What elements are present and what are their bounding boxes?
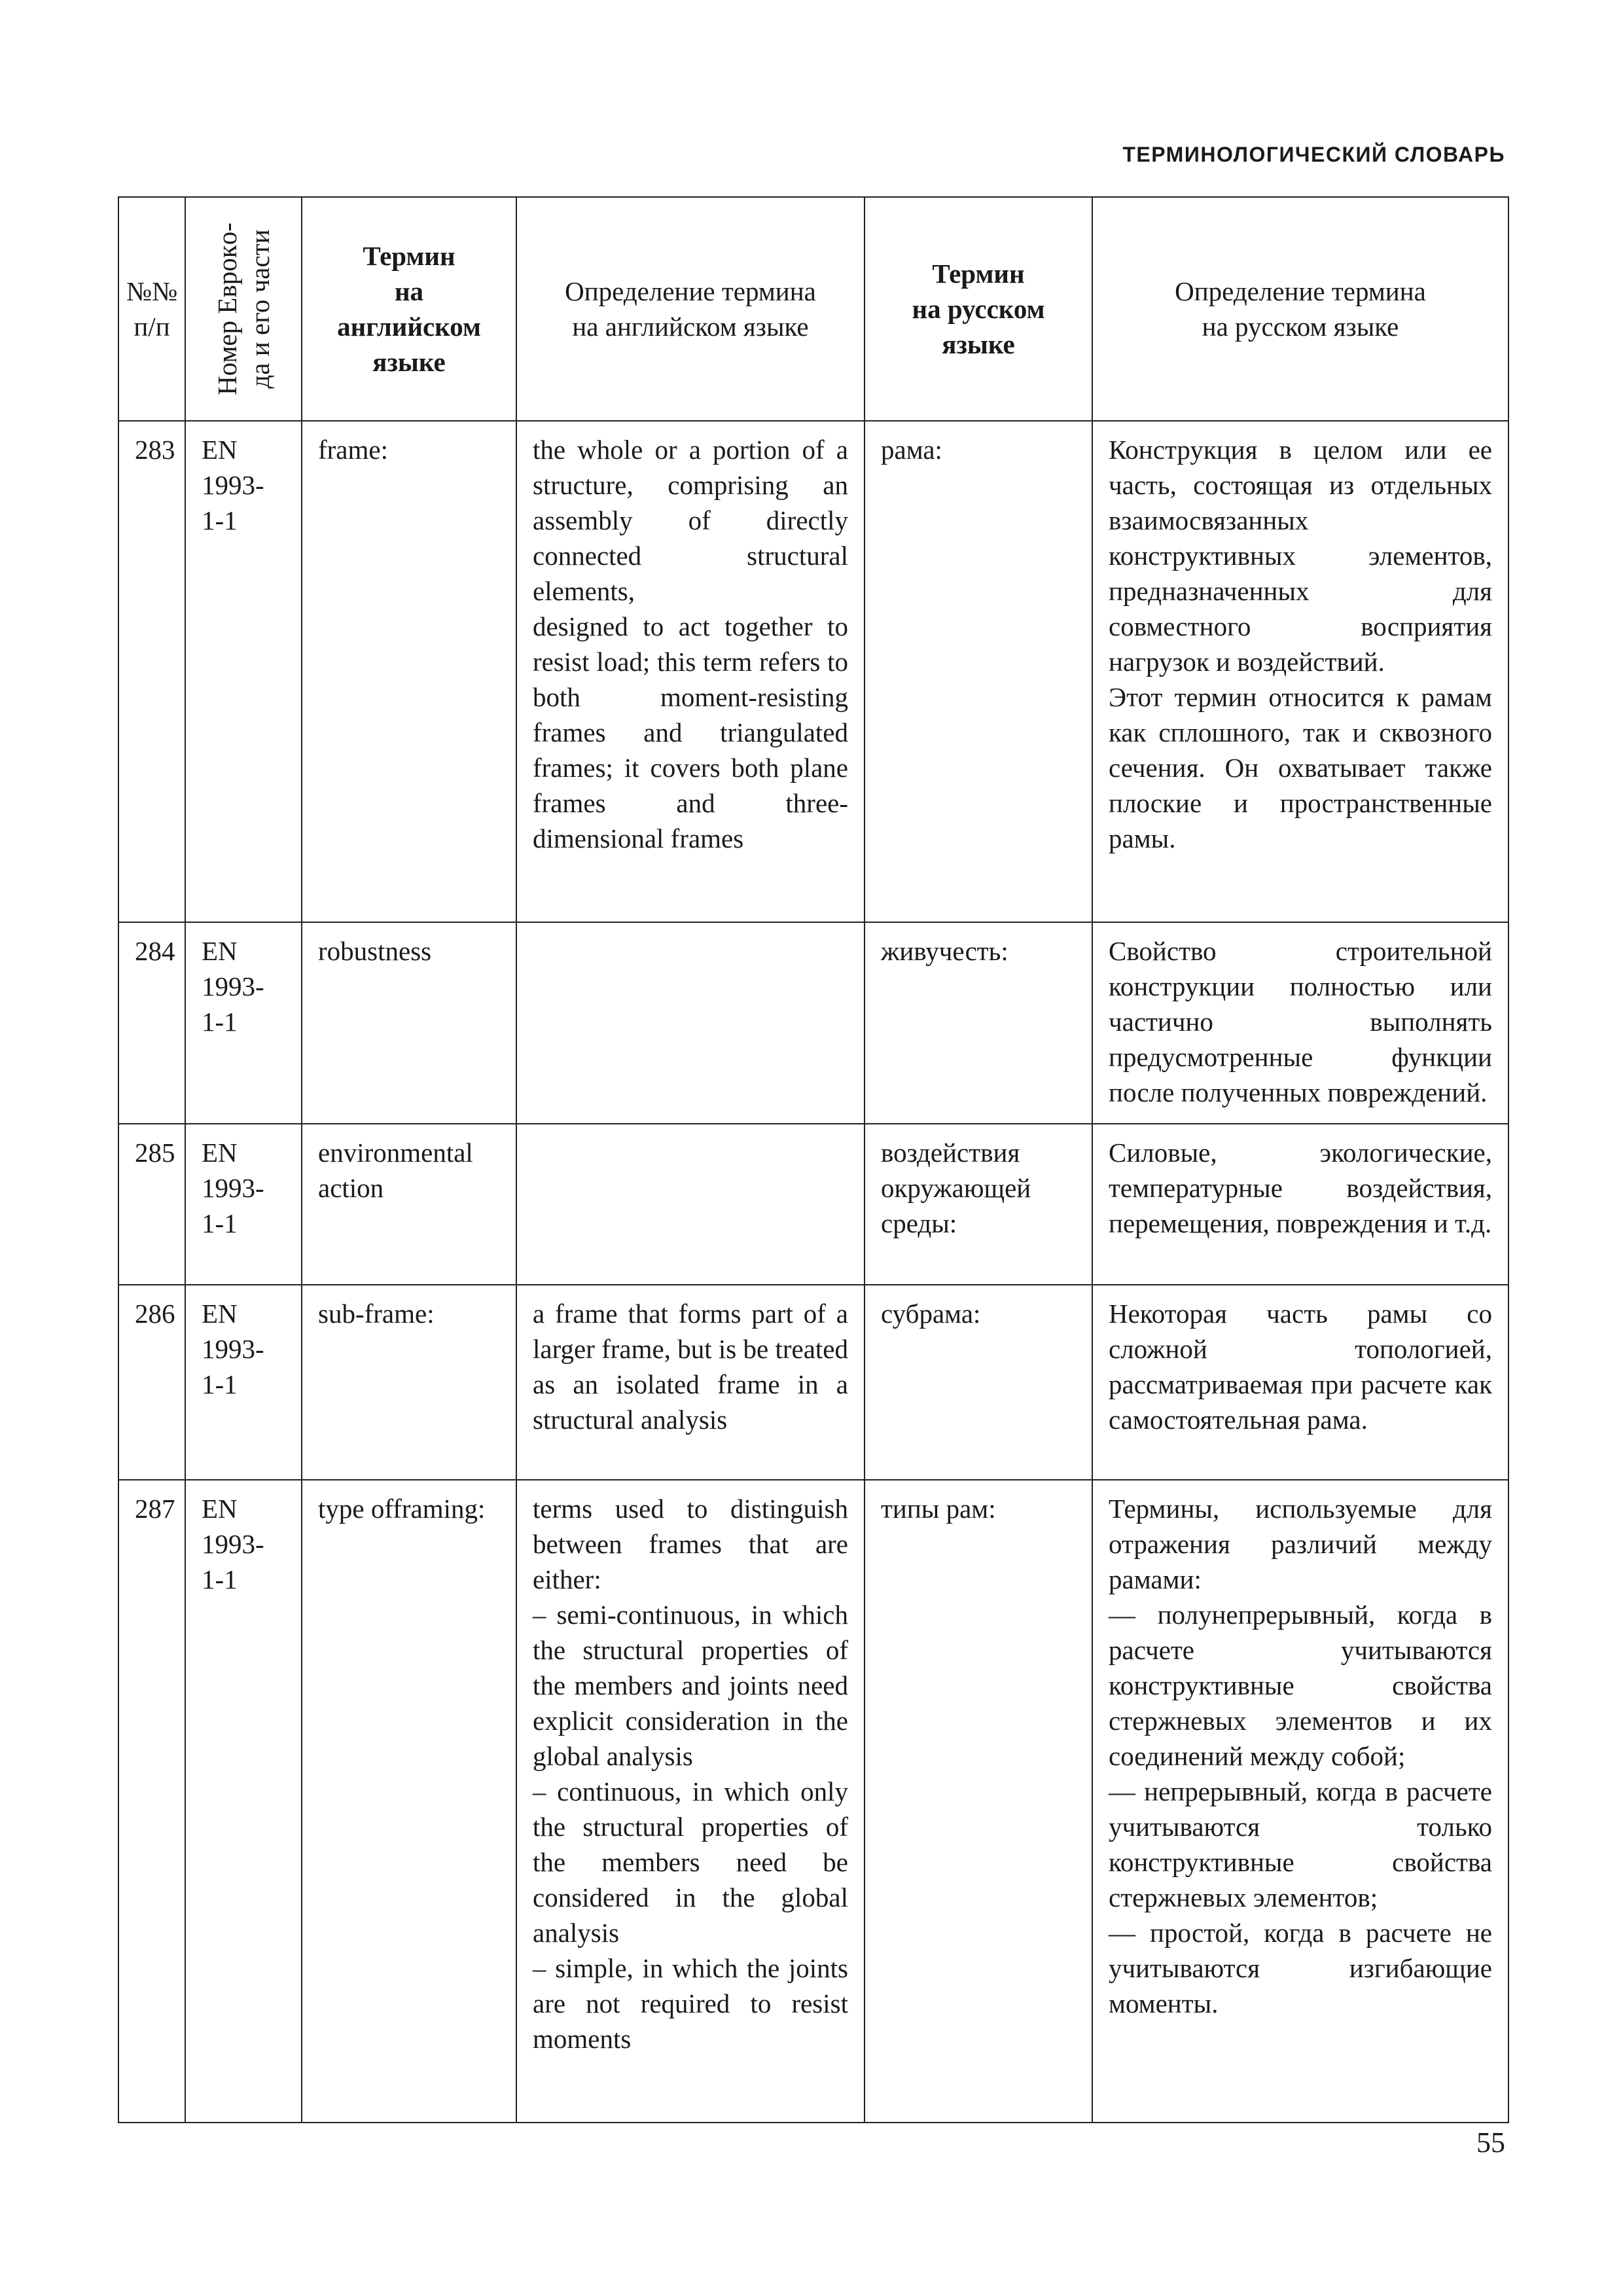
table-row [118, 1124, 1508, 1285]
list-item: – simple, in which the joints are not required to resist moments [533, 1953, 848, 2054]
term-russian: субрама: [865, 1285, 1092, 1480]
list-item: — непрерывный, когда в расчете учитываются только конструктивные свойства стержневых элементов; [1109, 1776, 1492, 1912]
definition-russian: Термины, используемые для отражения различий между рамами: — полунепрерывный, когда в расчете учитываются конструктивные свойства стержневых элементов и их соединений между собой; — непрерывный, когда в расчете учитываются только конструктивные свойства стержневых элементов; — простой, когда в расчете не учитываются изгибающие моменты. [1092, 1480, 1508, 2123]
header-row [118, 197, 1508, 421]
term-english: sub-frame: [302, 1285, 516, 1480]
header-term-ru: Термин на русском языке [865, 197, 1092, 421]
term-russian: воздействия окружающей среды: [865, 1124, 1092, 1285]
header-num: №№ п/п [118, 197, 185, 421]
glossary-table [118, 196, 1509, 2123]
header-eurocode [185, 197, 302, 421]
eurocode-ref: EN 1993- 1-1 [185, 421, 302, 922]
list-item: — простой, когда в расчете не учитываются изгибающие моменты. [1109, 1918, 1492, 2018]
term-english: frame: [302, 421, 516, 922]
page-number: 55 [1476, 2126, 1505, 2159]
definition-english: terms used to distinguish between frames that are either: – semi-continuous, in which the structural properties of the members and joints need explicit consideration in the global analysis – continuous, in which only the structural properties of the members need be considered in the global analysis – simple, in which the joints are not required to resist moments [516, 1480, 865, 2123]
table-row [118, 1285, 1508, 1480]
header-definition-en: Определение термина на английском языке [516, 197, 865, 421]
definition-russian: Силовые, экологические, температурные воздействия, перемещения, повреждения и т.д. [1092, 1124, 1508, 1285]
term-english: environmental action [302, 1124, 516, 1285]
list-item: – continuous, in which only the structural properties of the members need be considered in the global analysis [533, 1776, 848, 1948]
header-term-en: Термин на английском языке [302, 197, 516, 421]
eurocode-ref: EN 1993- 1-1 [185, 1480, 302, 2123]
eurocode-ref: EN 1993- 1-1 [185, 1124, 302, 1285]
term-english: type offraming: [302, 1480, 516, 2123]
definition-russian: Свойство строительной конструкции полностью или частично выполнять предусмотренные функции после полученных повреждений. [1092, 922, 1508, 1124]
eurocode-ref: EN 1993- 1-1 [185, 1285, 302, 1480]
table-row [118, 1480, 1508, 2123]
definition-russian: Некоторая часть рамы со сложной топологией, рассматриваемая при расчете как самостоятельная рама. [1092, 1285, 1508, 1480]
running-head: ТЕРМИНОЛОГИЧЕСКИЙ СЛОВАРЬ [1122, 143, 1505, 166]
definition-english: a frame that forms part of a larger frame, but is be treated as an isolated frame in a structural analysis [516, 1285, 865, 1480]
row-number: 283 [118, 421, 185, 922]
row-number: 284 [118, 922, 185, 1124]
row-number: 286 [118, 1285, 185, 1480]
definition-english: the whole or a portion of a structure, comprising an assembly of directly connected structural elements, designed to act together to resist load; this term refers to both moment-resisting frames and triangulated frames; it covers both plane frames and three-dimensional frames [516, 421, 865, 922]
eurocode-ref: EN 1993- 1-1 [185, 922, 302, 1124]
table-row [118, 922, 1508, 1124]
term-russian: типы рам: [865, 1480, 1092, 2123]
header-eurocode-text: Номер Еврокo- да и его части [212, 223, 275, 395]
definition-english [516, 1124, 865, 1285]
definition-russian: Конструкция в целом или ее часть, состоящая из отдельных взаимосвязанных конструктивных элементов, предназначенных для совместного восприятия нагрузок и воздействий. Этот термин относится к рамам как сплошного, так и сквозного сечения. Он охватывает также плоские и пространственные рамы. [1092, 421, 1508, 922]
term-russian: рама: [865, 421, 1092, 922]
header-definition-ru: Определение термина на русском языке [1092, 197, 1508, 421]
row-number: 285 [118, 1124, 185, 1285]
term-russian: живучесть: [865, 922, 1092, 1124]
list-item: — полунепрерывный, когда в расчете учитываются конструктивные свойства стержневых элементов и их соединений между собой; [1109, 1600, 1492, 1771]
term-english: robustness [302, 922, 516, 1124]
list-item: – semi-continuous, in which the structural properties of the members and joints need explicit consideration in the global analysis [533, 1600, 848, 1771]
row-number: 287 [118, 1480, 185, 2123]
definition-english [516, 922, 865, 1124]
table-row [118, 421, 1508, 922]
